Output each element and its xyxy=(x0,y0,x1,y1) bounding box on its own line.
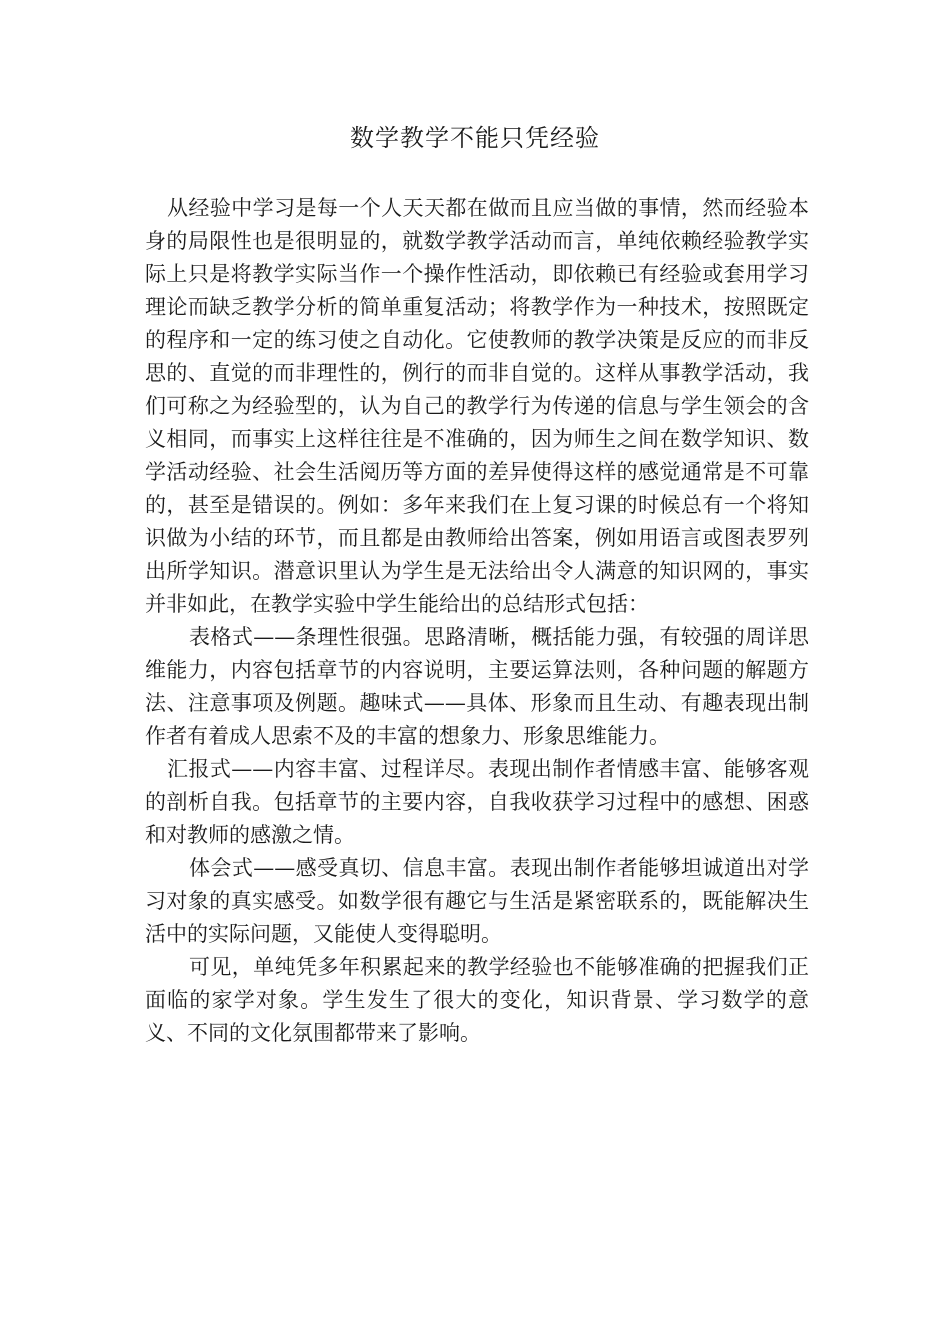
paragraph-intro: 从经验中学习是每一个人天天都在做而且应当做的事情，然而经验本身的局限性也是很明显的，就数学教学活动而言，单纯依赖经验教学实际上只是将教学实际当作一个操作性活动，即依赖已有经验或套用学习理论而缺乏教学分析的简单重复活动；将教学作为一种技术，按照既定的程序和一定的练习使之自动化。它使教师的教学决策是反应的而非反思的、直觉的而非理性的，例行的而非自觉的。这样从事教学活动，我们可称之为经验型的，认为自己的教学行为传递的信息与学生领会的含义相同，而事实上这样往往是不准确的，因为师生之间在数学知识、数学活动经验、社会生活阅历等方面的差异使得这样的感觉通常是不可靠的，甚至是错误的。例如：多年来我们在上复习课的时候总有一个将知识做为小结的环节，而且都是由教师给出答案，例如用语言或图表罗列出所学知识。潜意识里认为学生是无法给出令人满意的知识网的，事实并非如此，在教学实验中学生能给出的总结形式包括： xyxy=(145,196,809,616)
paragraph-table-style: 表格式——条理性很强。思路清晰，概括能力强，有较强的周详思维能力，内容包括章节的内容说明，主要运算法则，各种问题的解题方法、注意事项及例题。趣味式——具体、形象而且生动、有趣表现出制作者有着成人思索不及的丰富的想象力、形象思维能力。 xyxy=(145,625,809,748)
paragraph-experience-style: 体会式——感受真切、信息丰富。表现出制作者能够坦诚道出对学习对象的真实感受。如数学很有趣它与生活是紧密联系的，既能解决生活中的实际问题，又能使人变得聪明。 xyxy=(145,856,809,946)
document-body xyxy=(145,192,809,1050)
paragraph-report-style: 汇报式——内容丰富、过程详尽。表现出制作者情感丰富、能够客观的剖析自我。包括章节的主要内容，自我收获学习过程中的感想、困惑和对教师的感激之情。 xyxy=(145,757,809,847)
document-title: 数学教学不能只凭经验 xyxy=(350,124,600,152)
paragraph-conclusion: 可见，单纯凭多年积累起来的教学经验也不能够准确的把握我们正面临的家学对象。学生发生了很大的变化，知识背景、学习数学的意义、不同的文化氛围都带来了影响。 xyxy=(145,955,809,1045)
